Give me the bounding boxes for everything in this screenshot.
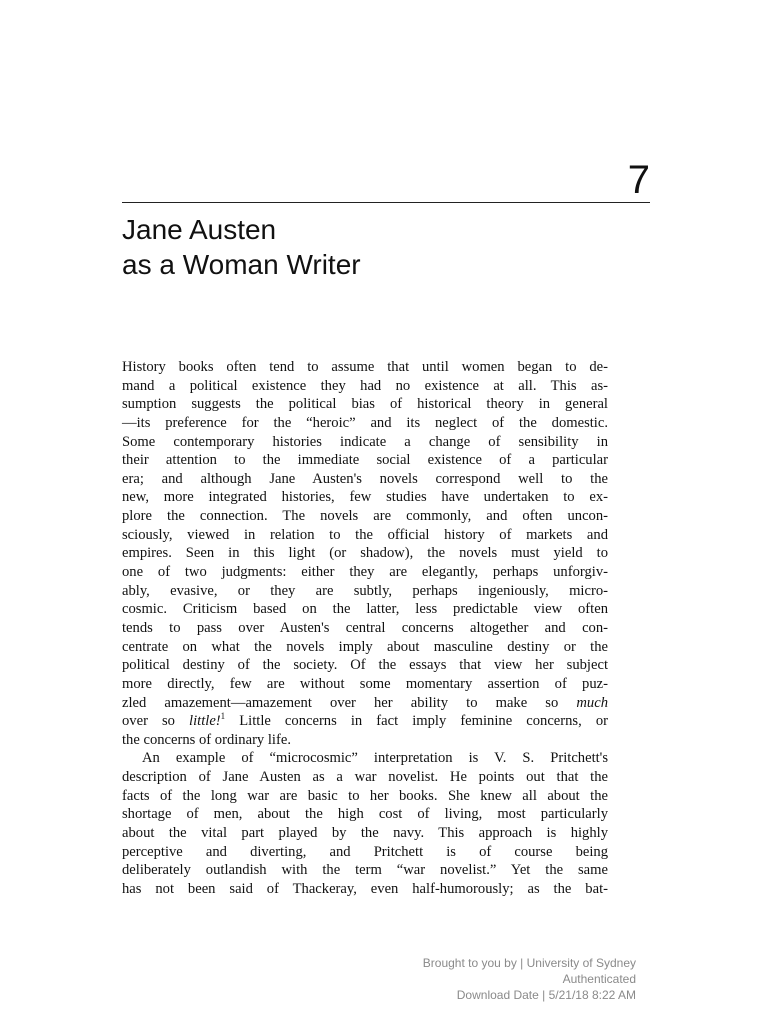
text-line: empires. Seen in this light (or shadow), the novels must yield to — [122, 545, 608, 562]
text-line — [122, 694, 608, 713]
text-line: their attention to the immediate social existence of a particular — [122, 452, 608, 469]
text-line: era; and although Jane Austen's novels correspond well to the — [122, 470, 608, 487]
footer-download-date: Download Date | 5/21/18 8:22 AM — [456, 988, 636, 1002]
text-line: mand a political existence they had no existence at all. This as- — [122, 377, 608, 394]
text-run: Little concerns in fact imply feminine concerns, or — [225, 713, 608, 730]
text-line: History books often tend to assume that until women began to de- — [122, 359, 608, 375]
text-run: over so — [122, 713, 190, 730]
text-line: new, more integrated histories, few studies have undertaken to ex- — [122, 489, 608, 506]
text-line: perceptive and diverting, and Pritchett is of course being — [122, 843, 608, 860]
text-line: plore the connection. The novels are commonly, and often uncon- — [122, 508, 608, 525]
chapter-title-line-1: Jane Austen — [122, 214, 277, 245]
chapter-title-line-2: as a Woman Writer — [122, 249, 361, 280]
text-line: one of two judgments: either they are elegantly, perhaps unforgiv- — [122, 564, 608, 581]
text-line — [122, 712, 608, 731]
access-footer — [296, 955, 636, 1003]
text-line: An example of “microcosmic” interpretation is V. S. Pritchett's — [142, 750, 608, 767]
emphasis-much: much — [576, 694, 608, 711]
text-line: description of Jane Austen as a war novelist. He points out that the — [122, 769, 608, 786]
text-line: Some contemporary histories indicate a change of sensibility in — [122, 433, 608, 450]
text-line: cosmic. Criticism based on the latter, less predictable view often — [122, 601, 608, 618]
text-line: facts of the long war are basic to her books. She knew all about the — [122, 787, 608, 804]
text-line: sumption suggests the political bias of historical theory in general — [122, 396, 608, 413]
text-line: sciously, viewed in relation to the official history of markets and — [122, 526, 608, 543]
chapter-rule — [122, 202, 650, 203]
text-run: zled amazement—amazement over her ability to make so — [122, 694, 577, 711]
emphasis-little: little! — [189, 713, 221, 730]
chapter-number: 7 — [627, 158, 650, 202]
text-line: shortage of men, about the high cost of living, most particularly — [122, 806, 608, 823]
chapter-title — [122, 212, 642, 282]
text-line: has not been said of Thackeray, even half-humorously; as the bat- — [122, 880, 608, 897]
text-line: tends to pass over Austen's central concerns altogether and con- — [122, 619, 608, 636]
footer-auth-status: Authenticated — [562, 972, 636, 986]
text-line: political destiny of the society. Of the essays that view her subject — [122, 657, 608, 674]
body-text — [122, 358, 608, 899]
text-line: deliberately outlandish with the term “war novelist.” Yet the same — [122, 862, 608, 879]
text-line: more directly, few are without some momentary assertion of puz- — [122, 675, 608, 692]
text-line: —its preference for the “heroic” and its neglect of the domestic. — [122, 414, 608, 431]
text-line: about the vital part played by the navy. This approach is highly — [122, 825, 608, 842]
footer-provider: Brought to you by | University of Sydney — [422, 956, 636, 970]
text-line: centrate on what the novels imply about masculine destiny or the — [122, 638, 608, 655]
text-line: ably, evasive, or they are subtly, perhaps ingeniously, micro- — [122, 582, 608, 599]
text-line: the concerns of ordinary life. — [122, 731, 291, 748]
footnote-marker[interactable]: 1 — [220, 711, 226, 722]
